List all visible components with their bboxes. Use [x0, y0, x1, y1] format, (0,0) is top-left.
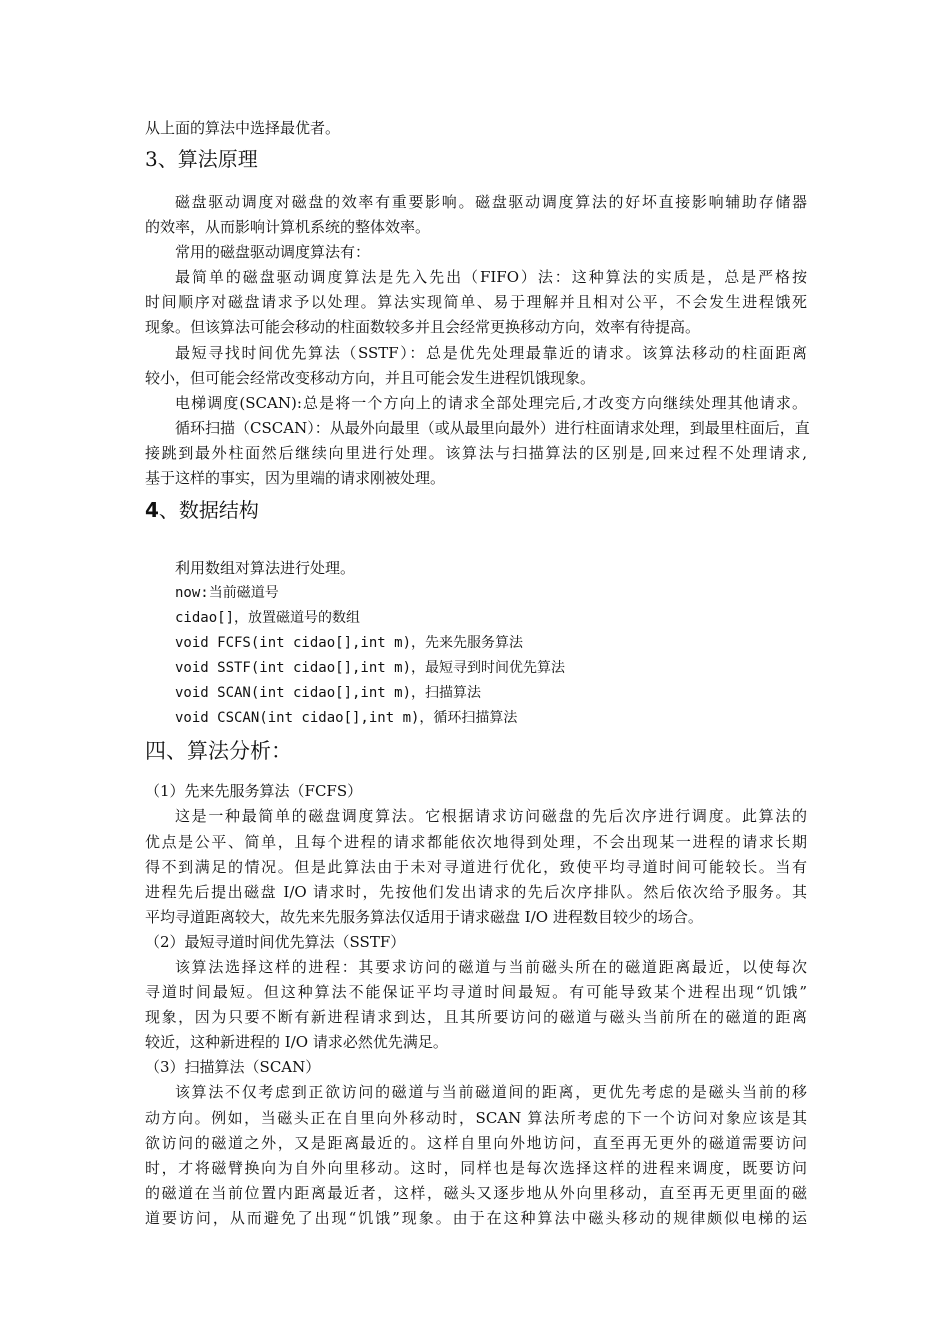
paragraph-line: 进程先后提出磁盘 I/O 请求时，先按他们发出请求的先后次序排队。然后依次给予服务。其 — [145, 883, 807, 901]
paragraph-line: 接跳到最外柱面然后继续向里进行处理。该算法与扫描算法的区别是,回来过程不处理请求, — [145, 444, 807, 462]
paragraph-line: 最短寻找时间优先算法（SSTF）：总是优先处理最靠近的请求。该算法移动的柱面距离 — [175, 344, 807, 362]
paragraph-line: 优点是公平、简单，且每个进程的请求都能依次地得到处理，不会出现某一进程的请求长期 — [145, 833, 807, 851]
section-4-title: 、数据结构 — [158, 498, 259, 522]
paragraph-line: 电梯调度(SCAN):总是将一个方向上的请求全部处理完后,才改变方向继续处理其他请求。 — [175, 394, 807, 412]
data-structure-line: void CSCAN(int cidao[],int m)，循环扫描算法 — [175, 710, 518, 726]
paragraph-line: 最简单的磁盘驱动调度算法是先入先出（FIFO）法：这种算法的实质是，总是严格按 — [175, 268, 807, 286]
paragraph-line: 较小，但可能会经常改变移动方向，并且可能会发生进程饥饿现象。 — [145, 369, 596, 387]
paragraph-line: 这是一种最简单的磁盘调度算法。它根据请求访问磁盘的先后次序进行调度。此算法的 — [175, 807, 807, 825]
paragraph-line: 循环扫描（CSCAN）：从最外向最里（或从最里向最外）进行柱面请求处理，到最里柱面后，直 — [175, 419, 810, 437]
paragraph-line: 欲访问的磁道之外，又是距离最近的。这样自里向外地访问，直至再无更外的磁道需要访问 — [145, 1134, 807, 1152]
section-4-number: 4 — [145, 498, 159, 522]
sstf-heading: （2）最短寻道时间优先算法（SSTF） — [145, 933, 406, 951]
section-3-heading — [145, 146, 807, 172]
paragraph-line: 平均寻道距离较大，故先来先服务算法仅适用于请求磁盘 I/O 进程数目较少的场合。 — [145, 908, 703, 926]
paragraph-line: 道要访问，从而避免了出现“饥饿”现象。由于在这种算法中磁头移动的规律颇似电梯的运 — [145, 1209, 807, 1227]
paragraph-line: 现象。但该算法可能会移动的柱面数较多并且会经常更换移动方向，效率有待提高。 — [145, 318, 701, 336]
scan-heading: （3）扫描算法（SCAN） — [145, 1058, 321, 1076]
data-structure-line: now:当前磁道号 — [175, 585, 279, 601]
paragraph-line: 时间顺序对磁盘请求予以处理。算法实现简单、易于理解并且相对公平，不会发生进程饿死 — [145, 293, 807, 311]
paragraph-line: 时，才将磁臂换向为自外向里移动。这时，同样也是每次选择这样的进程来调度，既要访问 — [145, 1159, 807, 1177]
paragraph-line: 的效率，从而影响计算机系统的整体效率。 — [145, 218, 431, 236]
data-structure-line: void SCAN(int cidao[],int m)，扫描算法 — [175, 685, 482, 701]
paragraph-line: 现象，因为只要不断有新进程请求到达，且其所要访问的磁道与磁头当前所在的磁道的距离 — [145, 1008, 807, 1026]
data-structure-line: 利用数组对算法进行处理。 — [175, 559, 356, 577]
paragraph-line: 得不到满足的情况。但是此算法由于未对寻道进行优化，致使平均寻道时间可能较长。当有 — [145, 858, 807, 876]
section-3-number: 3、 — [145, 147, 178, 171]
fcfs-heading: （1）先来先服务算法（FCFS） — [145, 782, 363, 800]
data-structure-line: void FCFS(int cidao[],int m)，先来先服务算法 — [175, 635, 524, 651]
data-structure-line: cidao[]，放置磁道号的数组 — [175, 610, 361, 626]
paragraph-line: 该算法不仅考虑到正欲访问的磁道与当前磁道间的距离，更优先考虑的是磁头当前的移 — [175, 1083, 807, 1101]
data-structure-line: void SSTF(int cidao[],int m)，最短寻到时间优先算法 — [175, 660, 566, 676]
intro-line: 从上面的算法中选择最优者。 — [145, 119, 341, 137]
paragraph-line: 常用的磁盘驱动调度算法有： — [175, 243, 371, 261]
paragraph-line: 磁盘驱动调度对磁盘的效率有重要影响。磁盘驱动调度算法的好坏直接影响辅助存储器 — [175, 193, 807, 211]
paragraph-line: 寻道时间最短。但这种算法不能保证平均寻道时间最短。有可能导致某个进程出现“饥饿” — [145, 983, 807, 1001]
paragraph-line: 动方向。例如，当磁头正在自里向外移动时，SCAN 算法所考虑的下一个访问对象应该是其 — [145, 1109, 807, 1127]
paragraph-line: 较近，这种新进程的 I/O 请求必然优先满足。 — [145, 1033, 448, 1051]
section-3-title: 算法原理 — [177, 147, 258, 171]
section-four-heading: 四、算法分析： — [145, 739, 292, 763]
paragraph-line: 的磁道在当前位置内距离最近者，这样，磁头又逐步地从外向里移动，直至再无更里面的磁 — [145, 1184, 807, 1202]
paragraph-line: 该算法选择这样的进程：其要求访问的磁道与当前磁头所在的磁道距离最近，以使每次 — [175, 958, 807, 976]
paragraph-line: 基于这样的事实，因为里端的请求刚被处理。 — [145, 469, 446, 487]
section-4-heading — [145, 497, 807, 523]
